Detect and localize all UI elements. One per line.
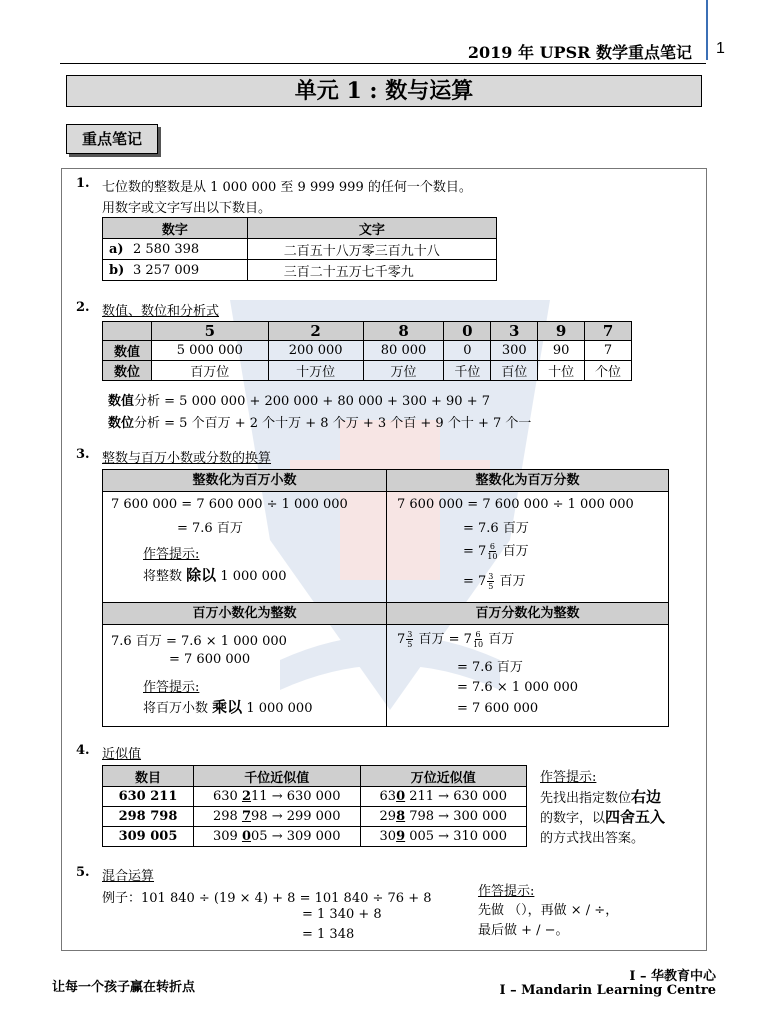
c2-line1: 7 600 000 = 7 600 000 ÷ 1 000 000 bbox=[397, 497, 634, 512]
place-cell: 千位 bbox=[444, 361, 491, 381]
h-fraction-to-int: 百万分数化为整数 bbox=[387, 603, 668, 625]
h-decimal-to-int: 百万小数化为整数 bbox=[103, 603, 386, 625]
row-words: 三百二十五万七千零九 bbox=[247, 260, 496, 281]
s5-number: 5. bbox=[76, 865, 90, 880]
c2-line2: = 7.6 百万 bbox=[463, 521, 529, 536]
s4-tip: 作答提示: bbox=[540, 770, 597, 785]
s3-title: 整数与百万小数或分数的换算 bbox=[102, 451, 272, 466]
fraction: $\frac{6}{10}$ bbox=[487, 542, 498, 561]
table-row bbox=[103, 260, 497, 281]
row-tag: a) bbox=[103, 239, 134, 260]
row-ten-thousands: 298 798 → 300 000 bbox=[360, 807, 527, 827]
value-cell: 200 000 bbox=[268, 341, 363, 361]
place-cell: 十万位 bbox=[268, 361, 363, 381]
c2-line3: = 7 $\frac{6}{10}$ 百万 bbox=[463, 542, 529, 561]
s5-tip: 作答提示: bbox=[478, 884, 535, 899]
col-header-words: 文字 bbox=[247, 218, 496, 239]
s1-line2: 用数字或文字写出以下数目。 bbox=[102, 201, 272, 216]
s5-line3: = 1 348 bbox=[302, 927, 355, 942]
s5-line2: = 1 340 + 8 bbox=[302, 907, 382, 922]
s4-number: 4. bbox=[76, 743, 90, 758]
c4-line2: = 7.6 百万 bbox=[457, 660, 523, 675]
s5-tip-line2: 最后做 + / −。 bbox=[478, 923, 569, 938]
c2-line4: = 7 $\frac{3}{5}$ 百万 bbox=[463, 572, 526, 591]
s2-title: 数值、数位和分析式 bbox=[102, 304, 220, 319]
digit-cell: 9 bbox=[538, 322, 585, 341]
row-number: 630 211 bbox=[103, 787, 194, 807]
unit-title: 单元 1 : 数与运算 bbox=[66, 75, 702, 107]
table-row bbox=[103, 787, 527, 807]
digit-cell: 7 bbox=[585, 322, 632, 341]
conversion-grid bbox=[102, 469, 669, 727]
footer-org-en: I – Mandarin Learning Centre bbox=[499, 983, 716, 998]
row-number: 309 005 bbox=[103, 827, 194, 847]
c3-line2: = 7 600 000 bbox=[169, 652, 251, 667]
value-cell: 0 bbox=[444, 341, 491, 361]
value-cell: 90 bbox=[538, 341, 585, 361]
digit-cell: 8 bbox=[363, 322, 444, 341]
place-cell: 万位 bbox=[363, 361, 444, 381]
value-cell: 7 bbox=[585, 341, 632, 361]
row-ten-thousands: 630 211 → 630 000 bbox=[360, 787, 527, 807]
c1-line1: 7 600 000 = 7 600 000 ÷ 1 000 000 bbox=[111, 497, 348, 512]
place-analysis-label: 数位 bbox=[108, 416, 135, 431]
digit-cell: 2 bbox=[268, 322, 363, 341]
col-header-number: 数字 bbox=[103, 218, 248, 239]
row-tag: b) bbox=[103, 260, 134, 281]
s4-title: 近似值 bbox=[102, 747, 142, 762]
digit-cell: 3 bbox=[491, 322, 538, 341]
row-thousands: 630 211 → 630 000 bbox=[194, 787, 361, 807]
row-number: 298 798 bbox=[103, 807, 194, 827]
value-analysis-text: 分析 = 5 000 000 + 200 000 + 80 000 + 300 + 90 + 7 bbox=[134, 394, 490, 409]
c4-line4: = 7 600 000 bbox=[457, 701, 539, 716]
page-number: 1 bbox=[716, 40, 725, 57]
c1-tip: 作答提示: bbox=[143, 547, 200, 562]
fraction: $\frac{3}{5}$ bbox=[407, 630, 413, 649]
s4-tip-line2: 的数字，以四舍五入 bbox=[540, 808, 666, 826]
col-header-ten-thousands: 万位近似值 bbox=[360, 766, 527, 787]
place-analysis-text: 分析 = 5 个百万 + 2 个十万 + 8 个万 + 3 个百 + 9 个十 + 7 个一 bbox=[134, 416, 532, 431]
c4-line3: = 7.6 × 1 000 000 bbox=[457, 680, 579, 695]
c3-tip: 作答提示: bbox=[143, 680, 200, 695]
row-number: 2 580 398 bbox=[133, 239, 247, 260]
s3-number: 3. bbox=[76, 447, 90, 462]
table-row bbox=[103, 827, 527, 847]
col-header-thousands: 千位近似值 bbox=[194, 766, 361, 787]
c3-line1: 7.6 百万 = 7.6 × 1 000 000 bbox=[111, 634, 287, 649]
row-thousands: 309 005 → 309 000 bbox=[194, 827, 361, 847]
footer-org-cn: I – 华教育中心 bbox=[629, 969, 716, 984]
place-analysis bbox=[108, 412, 531, 431]
row-ten-thousands: 309 005 → 310 000 bbox=[360, 827, 527, 847]
c1-line2: = 7.6 百万 bbox=[177, 521, 243, 536]
c1-tip-text: 将整数 除以 1 000 000 bbox=[143, 566, 287, 584]
accent-bar bbox=[706, 0, 708, 60]
row-label-place: 数位 bbox=[103, 361, 152, 381]
s5-tip-line1: 先做 （），再做 × / ÷， bbox=[478, 903, 619, 918]
table-row bbox=[103, 239, 497, 260]
row-words: 二百五十八万零三百九十八 bbox=[247, 239, 496, 260]
header-rule bbox=[60, 63, 706, 64]
place-cell: 十位 bbox=[538, 361, 585, 381]
fraction: $\frac{6}{10}$ bbox=[472, 630, 484, 649]
place-value-table bbox=[102, 321, 632, 381]
value-analysis bbox=[108, 390, 490, 409]
h-int-to-fraction: 整数化为百万分数 bbox=[387, 470, 668, 492]
value-cell: 300 bbox=[491, 341, 538, 361]
row-number: 3 257 009 bbox=[133, 260, 247, 281]
table-row bbox=[103, 807, 527, 827]
place-cell: 百位 bbox=[491, 361, 538, 381]
s1-line1: 七位数的整数是从 1 000 000 至 9 999 999 的任何一个数目。 bbox=[102, 180, 472, 195]
s4-tip-line3: 的方式找出答案。 bbox=[540, 831, 645, 846]
digit-cell: 5 bbox=[152, 322, 269, 341]
s4-tip-line1: 先找出指定数位右边 bbox=[540, 788, 662, 806]
header-title: 2019 年 UPSR 数学重点笔记 bbox=[467, 43, 692, 62]
rounding-table bbox=[102, 765, 527, 847]
h-int-to-decimal: 整数化为百万小数 bbox=[103, 470, 386, 492]
row-thousands: 298 798 → 299 000 bbox=[194, 807, 361, 827]
c3-tip-text: 将百万小数 乘以 1 000 000 bbox=[143, 698, 313, 716]
c4-line1: 7 $\frac{3}{5}$ 百万 = 7 $\frac{6}{10}$ 百万 bbox=[397, 630, 515, 649]
digit-cell: 0 bbox=[444, 322, 491, 341]
value-analysis-label: 数值 bbox=[108, 394, 135, 409]
place-cell: 百万位 bbox=[152, 361, 269, 381]
s5-title: 混合运算 bbox=[102, 869, 155, 884]
number-words-table bbox=[102, 217, 497, 281]
s5-line1: 例子：101 840 ÷ (19 × 4) + 8 = 101 840 ÷ 76 + 8 bbox=[102, 891, 432, 906]
place-cell: 个位 bbox=[585, 361, 632, 381]
s1-number: 1. bbox=[76, 176, 90, 191]
value-cell: 80 000 bbox=[363, 341, 444, 361]
col-header-number: 数目 bbox=[103, 766, 194, 787]
footer-slogan: 让每一个孩子赢在转折点 bbox=[52, 980, 196, 995]
row-label-value: 数值 bbox=[103, 341, 152, 361]
fraction: $\frac{3}{5}$ bbox=[488, 572, 494, 591]
notes-label: 重点笔记 bbox=[66, 124, 158, 154]
value-cell: 5 000 000 bbox=[152, 341, 269, 361]
s2-number: 2. bbox=[76, 300, 90, 315]
